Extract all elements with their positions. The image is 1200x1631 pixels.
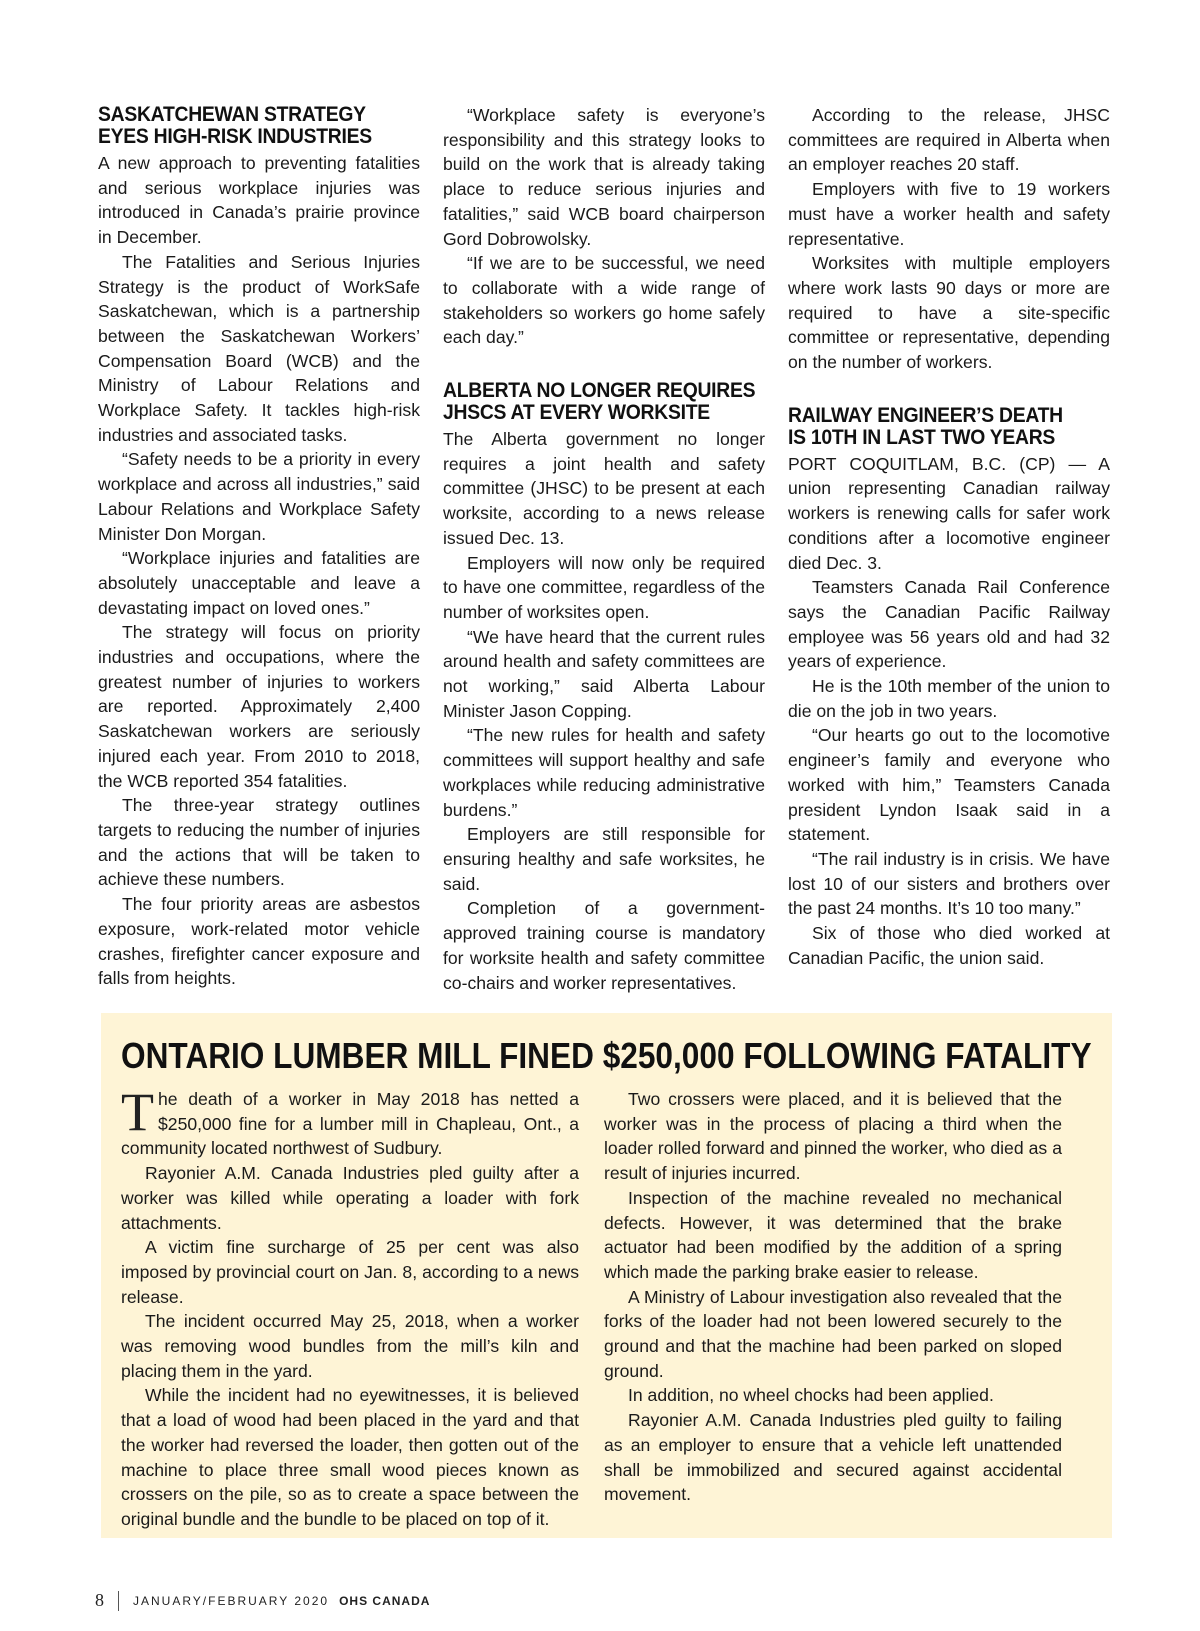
article-paragraph: Six of those who died worked at Canadian Pacific, the union said. [788, 923, 1110, 968]
article-paragraph: “The new rules for health and safety committees will support healthy and safe workplaces while reducing administrative burdens.” [443, 725, 765, 820]
feature-paragraph: The incident occurred May 25, 2018, when a worker was removing wood bundles from the mill’s kiln and placing them in the yard. [121, 1311, 579, 1381]
feature-paragraph: A victim fine surcharge of 25 per cent was also imposed by provincial court on Jan. 8, according to a news release. [121, 1237, 579, 1307]
article-paragraph: Employers are still responsible for ensuring healthy and safe worksites, he said. [443, 824, 765, 894]
feature-paragraph: Inspection of the machine revealed no mechanical defects. However, it was determined that the brake actuator had been modified by the addition of a spring which made the parking brake easier to release. [604, 1187, 1062, 1282]
article-paragraph: Worksites with multiple employers where work lasts 90 days or more are required to have a site-specific committee or representative, depending on the number of workers. [788, 253, 1110, 373]
article-headline: RAILWAY ENGINEER’S DEATH IS 10TH IN LAST TWO YEARS [788, 402, 1063, 449]
feature-paragraph: While the incident had no eyewitnesses, it is believed that a load of wood had been placed in the yard and that the worker had reversed the loader, then gotten out of the machine to place three small wood pieces known as crossers on the pile, so as to create a space between the original bundle and the bundle to be placed on top of it. [121, 1385, 579, 1529]
article-paragraph: Completion of a government-approved training course is mandatory for worksite health and safety committee co-chairs and worker representatives. [443, 898, 765, 993]
article-paragraph: “If we are to be successful, we need to collaborate with a wide range of stakeholders so workers go home safely each day.” [443, 253, 765, 348]
article-headline: ALBERTA NO LONGER REQUIRES JHSCS AT EVERY WORKSITE [443, 378, 756, 425]
footer-divider [118, 1591, 119, 1611]
article-paragraph: The four priority areas are asbestos exposure, work-related motor vehicle crashes, firefighter cancer exposure and falls from heights. [98, 894, 420, 989]
article-paragraph: Employers will now only be required to have one committee, regardless of the number of worksites open. [443, 552, 765, 622]
page-number: 8 [95, 1590, 104, 1610]
article-paragraph: “Safety needs to be a priority in every workplace and across all industries,” said Labour Relations and Workplace Safety Minister Don Morgan. [98, 449, 420, 544]
column-3 [788, 103, 1110, 1003]
article-headline: SASKATCHEWAN STRATEGY EYES HIGH-RISK INDUSTRIES [98, 102, 372, 148]
article-paragraph: He is the 10th member of the union to die on the job in two years. [788, 676, 1110, 721]
article-paragraph: Employers with five to 19 workers must have a worker health and safety representative. [788, 179, 1110, 249]
article-paragraph: The Alberta government no longer requires a joint health and safety committee (JHSC) to be present at each worksite, according to a news release issued Dec. 13. [443, 429, 765, 548]
article-paragraph: “Workplace safety is everyone’s responsibility and this strategy looks to build on the work that is already taking place to reduce serious injuries and fatalities,” said WCB board chairperson Gord Dobrowolsky. [443, 105, 765, 249]
article-paragraph: The Fatalities and Serious Injuries Strategy is the product of WorkSafe Saskatchewan, which is a partnership between the Saskatchewan Workers’ Compensation Board (WCB) and the Ministry of Labour Relations and Workplace Safety. It tackles high-risk industries and associated tasks. [98, 251, 420, 445]
column-2 [443, 103, 765, 1003]
feature-column-right [604, 1087, 1062, 1532]
issue-date: JANUARY/FEBRUARY 2020 [133, 1593, 330, 1608]
feature-paragraph: Two crossers were placed, and it is believed that the worker was in the process of placing a third when the loader rolled forward and pinned the worker, who died as a result of injuries incurred. [604, 1089, 1062, 1184]
article-paragraph: “We have heard that the current rules around health and safety committees are not working,” said Alberta Labour Minister Jason Copping. [443, 626, 765, 721]
article-paragraph: PORT COQUITLAM, B.C. (CP) — A union representing Canadian railway workers is renewing calls for safer work conditions after a locomotive engineer died Dec. 3. [788, 453, 1110, 573]
column-1 [98, 103, 420, 1003]
feature-paragraph: A Ministry of Labour investigation also revealed that the forks of the loader had not been lowered securely to the ground and that the machine had been parked on sloped ground. [604, 1286, 1062, 1381]
article-paragraph: The three-year strategy outlines targets to reducing the number of injuries and the actions that will be taken to achieve these numbers. [98, 795, 420, 890]
article-paragraph: The strategy will focus on priority industries and occupations, where the greatest number of injuries to workers are reported. Approximately 2,400 Saskatchewan workers are seriously injured each year. From 2010 to 2018, the WCB reported 354 fatalities. [98, 622, 420, 791]
feature-paragraph: Rayonier A.M. Canada Industries pled guilty to failing as an employer to ensure that a vehicle left unattended shall be immobilized and secured against accidental movement. [604, 1410, 1062, 1505]
feature-paragraph: Rayonier A.M. Canada Industries pled guilty after a worker was killed while operating a loader with fork attachments. [121, 1163, 579, 1233]
feature-paragraph: In addition, no wheel chocks had been applied. [628, 1385, 994, 1406]
publication-name: OHS CANADA [339, 1593, 431, 1608]
article-paragraph: Teamsters Canada Rail Conference says the Canadian Pacific Railway employee was 56 years old and had 32 years of experience. [788, 577, 1110, 672]
article-paragraph: “The rail industry is in crisis. We have lost 10 of our sisters and brothers over the past 24 months. It’s 10 too many.” [788, 848, 1110, 919]
feature-lead-paragraph: The death of a worker in May 2018 has netted a $250,000 fine for a lumber mill in Chapleau, Ont., a community located northwest of Sudbury. [121, 1082, 579, 1159]
article-paragraph: A new approach to preventing fatalities and serious workplace injuries was introduced in Canada’s prairie province in December. [98, 153, 420, 248]
article-paragraph: “Our hearts go out to the locomotive engineer’s family and everyone who worked with him,” Teamsters Canada president Lyndon Isaak said in a statement. [788, 725, 1110, 845]
article-paragraph: According to the release, JHSC committees are required in Alberta when an employer reaches 20 staff. [788, 105, 1110, 175]
feature-body [121, 1082, 1092, 1532]
article-paragraph: “Workplace injuries and fatalities are absolutely unacceptable and leave a devastating impact on loved ones.” [98, 548, 420, 618]
news-briefs [98, 103, 1110, 1003]
feature-box [101, 1013, 1112, 1538]
feature-column-left [121, 1082, 579, 1532]
page-footer [95, 1590, 430, 1611]
drop-cap: T [121, 1082, 154, 1142]
feature-headline: ONTARIO LUMBER MILL FINED $250,000 FOLLOWING FATALITY [121, 1035, 1092, 1076]
